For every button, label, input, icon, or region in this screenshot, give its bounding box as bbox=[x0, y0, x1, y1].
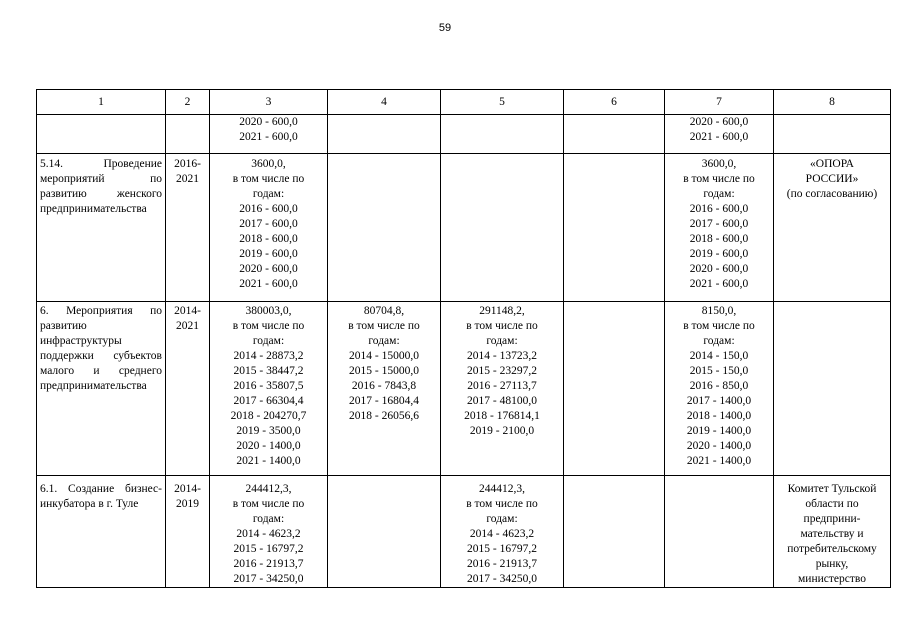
cell-line: 2020 - 600,0 bbox=[239, 116, 298, 128]
cell-line: в том числе по bbox=[466, 320, 538, 332]
federal-cell bbox=[328, 154, 441, 302]
cell-line: 3600,0, bbox=[251, 158, 286, 170]
cell-line: 2016 - 21913,7 bbox=[467, 558, 537, 570]
activity-cell bbox=[37, 476, 166, 588]
cell-line: 2017 - 34250,0 bbox=[233, 573, 304, 585]
cell-line: в том числе по bbox=[683, 320, 755, 332]
total-cell bbox=[210, 115, 328, 154]
cell-line: РОССИИ» bbox=[805, 173, 859, 185]
cell-line: 2017 - 16804,4 bbox=[349, 395, 419, 407]
table-row bbox=[37, 476, 891, 588]
cell-line: годам: bbox=[252, 188, 285, 200]
header-cell: 2 bbox=[166, 90, 210, 115]
cell-line: 2015 - 150,0 bbox=[689, 365, 749, 377]
cell-line: 2018 - 176814,1 bbox=[464, 410, 540, 422]
cell-line: 2015 - 15000,0 bbox=[349, 365, 419, 377]
cell-line: 5.14. Проведение bbox=[40, 158, 162, 170]
cell-line: 2020 - 600,0 bbox=[689, 263, 749, 275]
cell-line: инкубатора в г. Туле bbox=[40, 498, 139, 510]
cell-line: 2018 - 600,0 bbox=[689, 233, 749, 245]
regional-cell bbox=[441, 302, 564, 476]
cell-line: 2016 - 27113,7 bbox=[467, 380, 537, 392]
cell-line: годам: bbox=[703, 188, 735, 200]
header-cell: 3 bbox=[210, 90, 328, 115]
cell-line: 2016 - 850,0 bbox=[689, 380, 749, 392]
cell-line: годам: bbox=[368, 335, 400, 347]
period-cell bbox=[166, 476, 210, 588]
cell-line: 2021 bbox=[176, 173, 199, 185]
cell-line: 2015 - 23297,2 bbox=[467, 365, 537, 377]
federal-cell bbox=[328, 115, 441, 154]
cell-line: 80704,8, bbox=[363, 305, 405, 317]
cell-line: 2015 - 16797,2 bbox=[233, 543, 304, 555]
cell-line: в том числе по bbox=[466, 498, 538, 510]
cell-line: годам: bbox=[486, 335, 518, 347]
cell-line: 2019 - 600,0 bbox=[239, 248, 298, 260]
cell-line: 2020 - 1400,0 bbox=[236, 440, 301, 452]
cell-line: области по bbox=[805, 498, 859, 510]
cell-line: 2014 - 15000,0 bbox=[349, 350, 419, 362]
cell-line: «ОПОРА bbox=[810, 158, 854, 170]
cell-line: в том числе по bbox=[683, 173, 755, 185]
cell-line: 244412,3, bbox=[245, 483, 292, 495]
cell-line: 2019 - 600,0 bbox=[689, 248, 749, 260]
table-row bbox=[37, 154, 891, 302]
cell-line: 2019 - 3500,0 bbox=[236, 425, 301, 437]
local-cell bbox=[564, 115, 665, 154]
table-row bbox=[37, 302, 891, 476]
cell-line: 2019 bbox=[176, 498, 199, 510]
cell-line: годам: bbox=[486, 513, 518, 525]
cell-line: 2015 - 16797,2 bbox=[467, 543, 537, 555]
cell-line: 6. Мероприятия по bbox=[40, 305, 162, 317]
header-cell: 8 bbox=[774, 90, 891, 115]
total-cell bbox=[210, 302, 328, 476]
cell-line: развитию bbox=[40, 320, 87, 332]
cell-line: Комитет Тульской bbox=[787, 483, 877, 495]
cell-line: 2016 - 35807,5 bbox=[233, 380, 304, 392]
cell-line: предприни- bbox=[803, 513, 861, 525]
local-cell bbox=[564, 476, 665, 588]
cell-line: 2021 - 1400,0 bbox=[686, 455, 752, 467]
activity-cell bbox=[37, 154, 166, 302]
cell-line: 2014 - 150,0 bbox=[689, 350, 749, 362]
cell-line: в том числе по bbox=[232, 498, 305, 510]
cell-line: 2021 - 600,0 bbox=[689, 131, 749, 143]
cell-line: 6.1. Создание бизнес- bbox=[40, 483, 162, 495]
header-cell: 7 bbox=[665, 90, 774, 115]
cell-line: 2021 - 600,0 bbox=[239, 131, 298, 143]
cell-line: 2019 - 1400,0 bbox=[686, 425, 752, 437]
cell-line: 2018 - 26056,6 bbox=[349, 410, 419, 422]
executor-cell bbox=[774, 154, 891, 302]
cell-line: годам: bbox=[252, 335, 285, 347]
cell-line: 2017 - 48100,0 bbox=[467, 395, 537, 407]
cell-line: 2014 - 4623,2 bbox=[469, 528, 535, 540]
cell-line: 2018 - 1400,0 bbox=[686, 410, 752, 422]
executor-cell bbox=[774, 115, 891, 154]
activity-cell bbox=[37, 115, 166, 154]
cell-line: министерство bbox=[798, 573, 866, 585]
regional-cell bbox=[441, 476, 564, 588]
cell-line: 2020 - 600,0 bbox=[239, 263, 298, 275]
cell-line: потребительскому bbox=[787, 543, 877, 555]
cell-line: мероприятий по bbox=[40, 173, 162, 185]
other-cell bbox=[665, 115, 774, 154]
cell-line: годам: bbox=[252, 513, 285, 525]
cell-line: малого и среднего bbox=[40, 365, 162, 377]
cell-line: 2019 - 2100,0 bbox=[469, 425, 535, 437]
local-cell bbox=[564, 302, 665, 476]
header-cell: 1 bbox=[37, 90, 166, 115]
cell-line: 244412,3, bbox=[479, 483, 525, 495]
header-cell: 5 bbox=[441, 90, 564, 115]
header-cell: 4 bbox=[328, 90, 441, 115]
other-cell bbox=[665, 154, 774, 302]
cell-line: 2014 - 4623,2 bbox=[236, 528, 301, 540]
cell-line: 2017 - 600,0 bbox=[689, 218, 749, 230]
other-cell bbox=[665, 302, 774, 476]
federal-cell bbox=[328, 476, 441, 588]
cell-line: 2016 - 600,0 bbox=[239, 203, 298, 215]
federal-cell bbox=[328, 302, 441, 476]
header-row bbox=[37, 90, 891, 115]
cell-line: 2020 - 600,0 bbox=[689, 116, 749, 128]
table-row bbox=[37, 115, 891, 154]
cell-line: поддержки субъектов bbox=[40, 350, 162, 362]
regional-cell bbox=[441, 154, 564, 302]
cell-line: 2021 bbox=[176, 320, 199, 332]
cell-line: в том числе по bbox=[348, 320, 420, 332]
page-number: 59 bbox=[438, 22, 452, 34]
period-cell bbox=[166, 154, 210, 302]
cell-line: 380003,0, bbox=[245, 305, 292, 317]
cell-line: (по согласованию) bbox=[786, 188, 878, 200]
cell-line: 2014 - 28873,2 bbox=[233, 350, 304, 362]
cell-line: 2017 - 1400,0 bbox=[686, 395, 752, 407]
other-cell bbox=[665, 476, 774, 588]
cell-line: 2021 - 1400,0 bbox=[236, 455, 301, 467]
cell-line: развитию женского bbox=[40, 188, 162, 200]
cell-line: предпринимательства bbox=[40, 203, 147, 215]
cell-line: 2014- bbox=[174, 483, 201, 495]
total-cell bbox=[210, 476, 328, 588]
cell-line: 2016 - 21913,7 bbox=[233, 558, 304, 570]
executor-cell bbox=[774, 302, 891, 476]
program-table bbox=[36, 89, 891, 588]
header-cell: 6 bbox=[564, 90, 665, 115]
cell-line: рынку, bbox=[815, 558, 849, 570]
cell-line: 2018 - 204270,7 bbox=[230, 410, 307, 422]
cell-line: годам: bbox=[703, 335, 735, 347]
cell-line: 2017 - 34250,0 bbox=[467, 573, 537, 585]
cell-line: 2017 - 600,0 bbox=[239, 218, 298, 230]
cell-line: инфраструктуры bbox=[40, 335, 122, 347]
local-cell bbox=[564, 154, 665, 302]
executor-cell bbox=[774, 476, 891, 588]
cell-line: 8150,0, bbox=[701, 305, 737, 317]
cell-line: 2016 - 600,0 bbox=[689, 203, 749, 215]
activity-cell bbox=[37, 302, 166, 476]
cell-line: 2021 - 600,0 bbox=[239, 278, 298, 290]
cell-line: 291148,2, bbox=[479, 305, 525, 317]
cell-line: 3600,0, bbox=[701, 158, 737, 170]
cell-line: 2017 - 66304,4 bbox=[233, 395, 304, 407]
regional-cell bbox=[441, 115, 564, 154]
period-cell bbox=[166, 302, 210, 476]
period-cell bbox=[166, 115, 210, 154]
cell-line: 2014- bbox=[174, 305, 201, 317]
cell-line: мательству и bbox=[800, 528, 864, 540]
cell-line: 2018 - 600,0 bbox=[239, 233, 298, 245]
cell-line: 2021 - 600,0 bbox=[689, 278, 749, 290]
cell-line: 2016 - 7843,8 bbox=[351, 380, 417, 392]
cell-line: 2014 - 13723,2 bbox=[467, 350, 537, 362]
cell-line: 2015 - 38447,2 bbox=[233, 365, 304, 377]
total-cell bbox=[210, 154, 328, 302]
cell-line: предпринимательства bbox=[40, 380, 147, 392]
cell-line: 2020 - 1400,0 bbox=[686, 440, 752, 452]
cell-line: 2016- bbox=[174, 158, 201, 170]
cell-line: в том числе по bbox=[232, 320, 305, 332]
cell-line: в том числе по bbox=[232, 173, 305, 185]
